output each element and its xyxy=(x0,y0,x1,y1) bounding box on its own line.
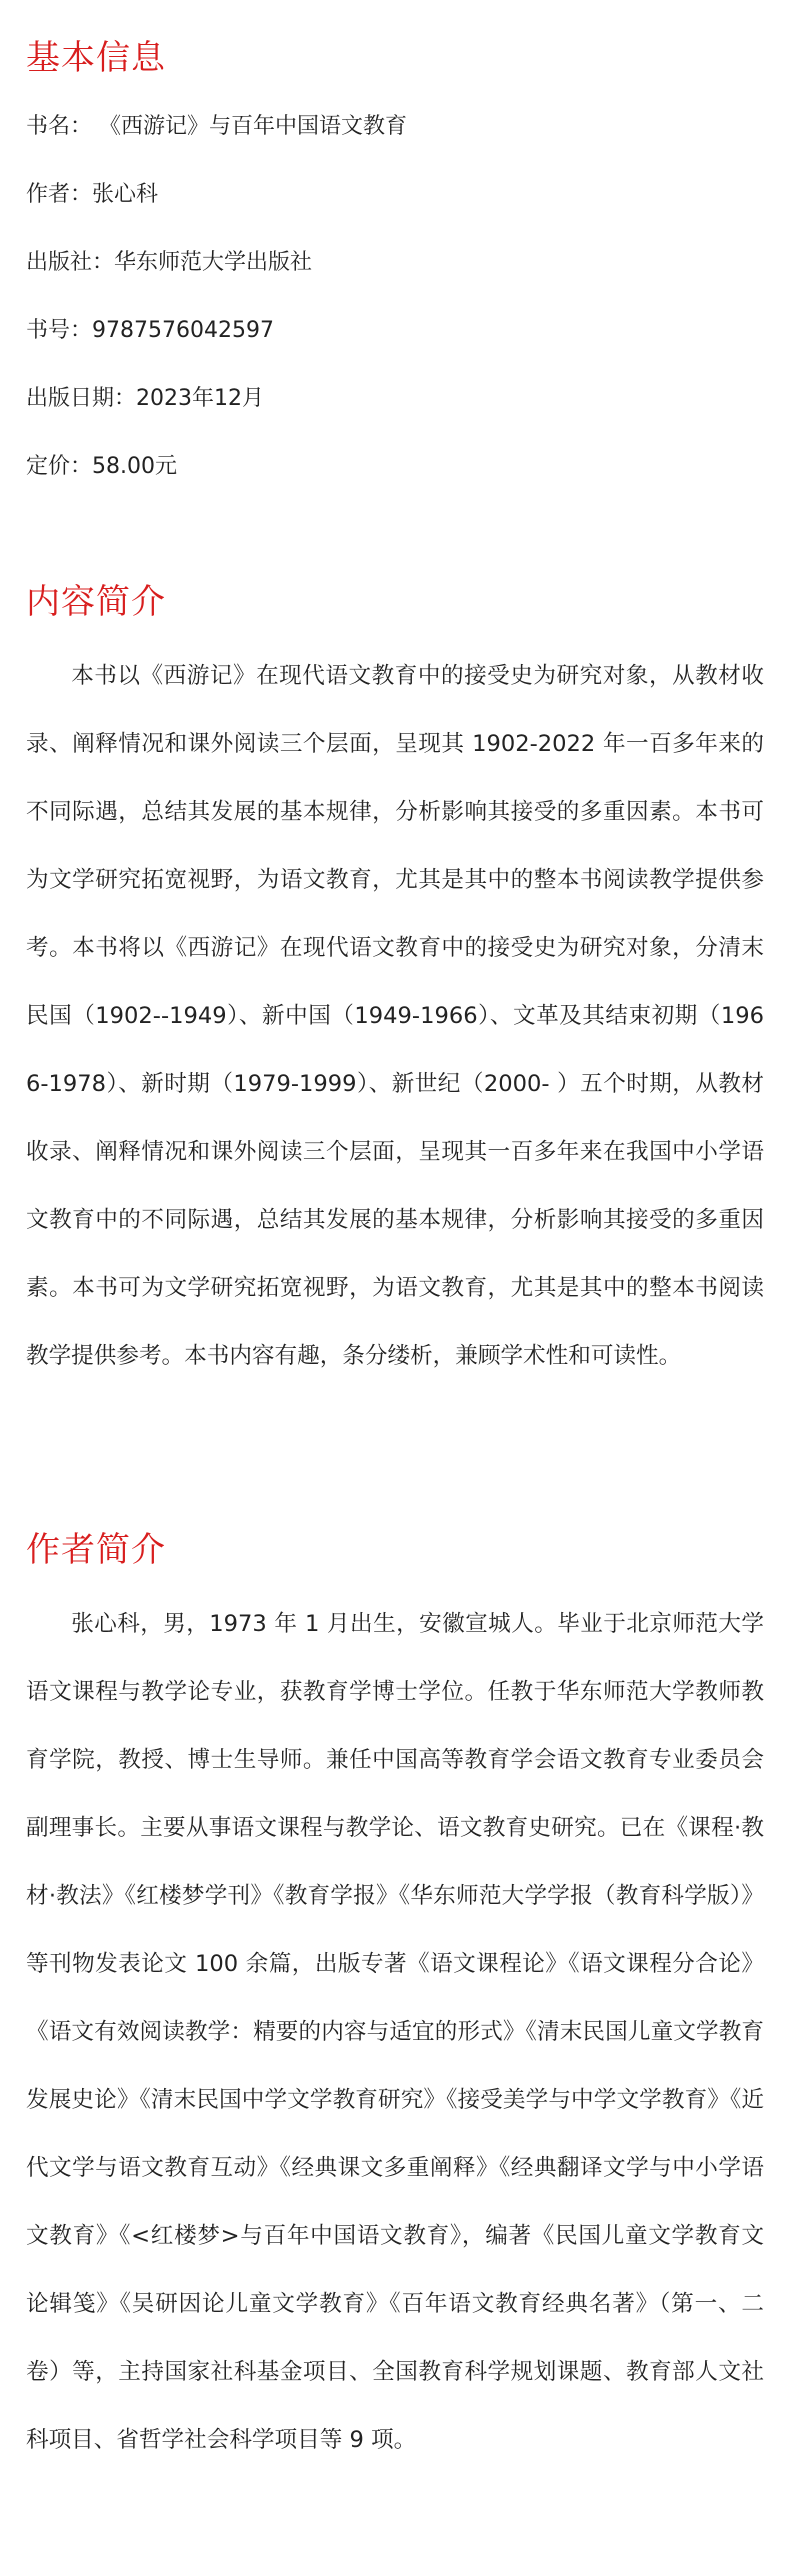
info-row-author xyxy=(26,180,158,210)
info-row-title xyxy=(26,112,407,142)
book-title-value: 《西游记》与百年中国语文教育 xyxy=(92,114,408,139)
info-row-isbn xyxy=(26,316,274,346)
content-intro-text: 本书以《西游记》在现代语文教育中的接受史为研究对象，从教材收录、阐释情况和课外阅读三个层面，呈现其 1902-2022 年一百多年来的不同际遇，总结其发展的基本规律，分析影响其接受的多重因素。本书可为文学研究拓宽视野，为语文教育，尤其是其中的整本书阅读教学提供参考。本书将以《西游记》在现代语文教育中的接受史为研究对象，分清末民国（1902--1949）、新中国（1949-1966）、文革及其结束初期（1966-1978）、新时期（1979-1999）、新世纪（2000- ）五个时期，从教材收录、阐释情况和课外阅读三个层面，呈现其一百多年来在我国中小学语文教育中的不同际遇，总结其发展的基本规律，分析影响其接受的多重因素。本书可为文学研究拓宽视野，为语文教育，尤其是其中的整本书阅读教学提供参考。本书内容有趣，条分缕析，兼顾学术性和可读性。 xyxy=(26,663,764,1369)
info-label: 出版社： xyxy=(26,250,115,275)
info-label: 书号： xyxy=(26,318,93,343)
info-label: 作者： xyxy=(26,182,93,207)
basic-info-heading: 基本信息 xyxy=(26,38,166,78)
info-label: 书名： xyxy=(26,114,93,139)
info-label: 定价： xyxy=(26,454,93,479)
publish-date-value: 2023年12月 xyxy=(136,386,264,411)
price-value: 58.00元 xyxy=(92,454,177,479)
info-row-price xyxy=(26,452,177,482)
author-intro-heading: 作者简介 xyxy=(26,1530,166,1570)
content-intro-heading: 内容简介 xyxy=(26,582,166,622)
info-row-date xyxy=(26,384,264,414)
publisher-value: 华东师范大学出版社 xyxy=(114,250,313,275)
info-row-publisher xyxy=(26,248,312,278)
author-intro-text: 张心科，男，1973 年 1 月出生，安徽宣城人。毕业于北京师范大学语文课程与教学论专业，获教育学博士学位。任教于华东师范大学教师教育学院，教授、博士生导师。兼任中国高等教育学会语文教育专业委员会副理事长。主要从事语文课程与教学论、语文教育史研究。已在《课程·教材·教法》《红楼梦学刊》《教育学报》《华东师范大学学报（教育科学版）》等刊物发表论文 100 余篇，出版专著《语文课程论》《语文课程分合论》《语文有效阅读教学：精要的内容与适宜的形式》《清末民国儿童文学教育发展史论》《清末民国中学文学教育研究》《接受美学与中学文学教育》《近代文学与语文教育互动》《经典课文多重阐释》《经典翻译文学与中小学语文教育》《<红楼梦>与百年中国语文教育》，编著《民国儿童文学教育文论辑笺》《吴研因论儿童文学教育》《百年语文教育经典名著》（第一、二卷）等，主持国家社科基金项目、全国教育科学规划课题、教育部人文社科项目、省哲学社会科学项目等 9 项。 xyxy=(26,1611,764,2453)
isbn-value: 9787576042597 xyxy=(92,318,274,343)
author-value: 张心科 xyxy=(92,182,159,207)
info-label: 出版日期： xyxy=(26,386,137,411)
